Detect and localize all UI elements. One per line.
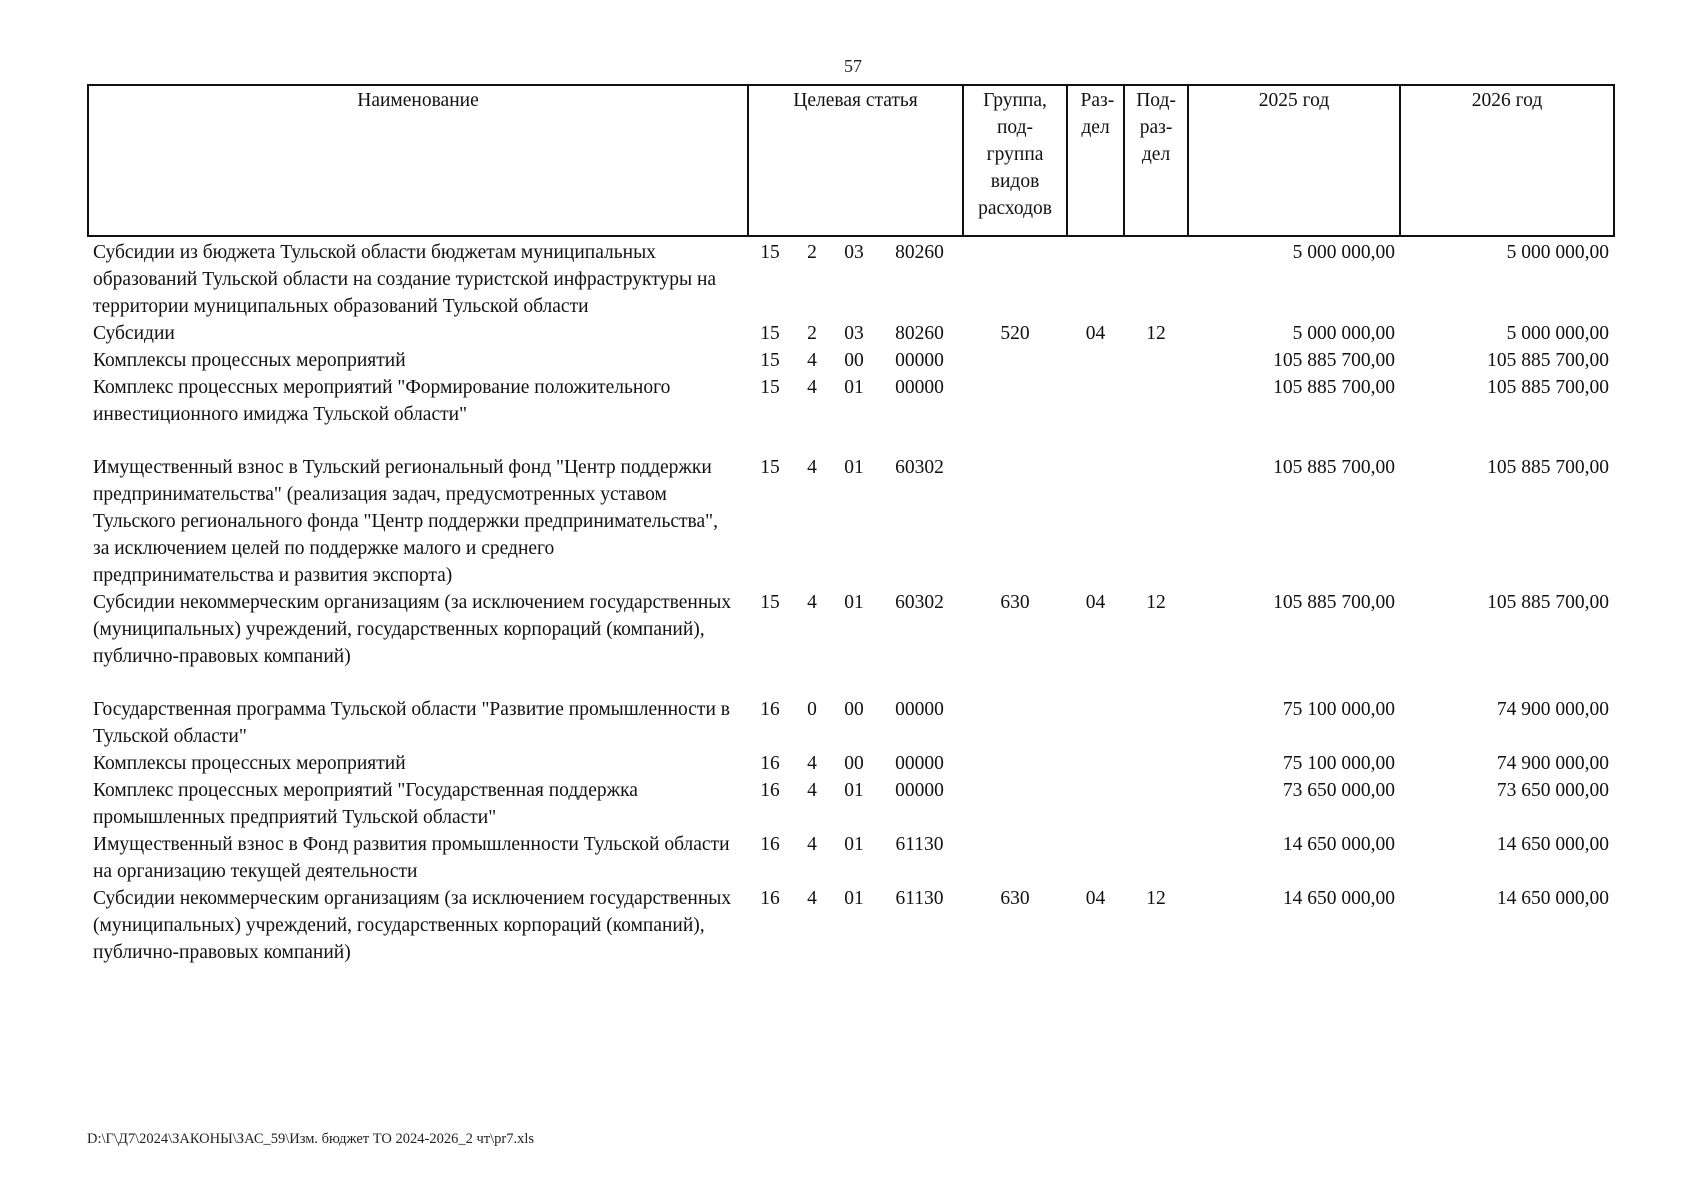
row-code-program: 15 bbox=[760, 323, 780, 344]
row-code-subprogram: 2 bbox=[807, 242, 817, 263]
row-code-event: 00 bbox=[844, 753, 864, 774]
budget-table-container bbox=[87, 84, 1613, 966]
row-subsection: 12 bbox=[1146, 323, 1166, 344]
row-name: Комплексы процессных мероприятий bbox=[93, 350, 406, 371]
row-expense-group: 630 bbox=[1000, 592, 1030, 613]
row-code-subprogram: 4 bbox=[807, 592, 817, 613]
row-subsection bbox=[1124, 454, 1188, 589]
row-code-event: 01 bbox=[844, 780, 864, 801]
row-name: Комплекс процессных мероприятий "Государственная поддержка промышленных предприятий Тульской области" bbox=[93, 780, 638, 828]
file-path-footer: D:\Г\Д7\2024\ЗАКОНЫ\ЗАС_59\Изм. бюджет ТО 2024-2026_2 чт\pr7.xls bbox=[87, 1131, 535, 1147]
row-amount-2026: 105 885 700,00 bbox=[1487, 377, 1610, 398]
row-subsection: 12 bbox=[1146, 592, 1166, 613]
table-row bbox=[88, 374, 1614, 454]
row-name: Субсидии bbox=[93, 323, 175, 344]
row-code-direction: 00000 bbox=[895, 377, 944, 398]
row-amount-2025: 75 100 000,00 bbox=[1282, 699, 1396, 720]
row-expense-group bbox=[963, 236, 1067, 320]
header-year-2025: 2025 год bbox=[1188, 85, 1400, 236]
row-amount-2026: 105 885 700,00 bbox=[1487, 350, 1610, 371]
row-code-direction: 61130 bbox=[895, 834, 944, 855]
row-expense-group bbox=[963, 696, 1067, 750]
row-code-direction: 00000 bbox=[895, 699, 944, 720]
row-code-program: 16 bbox=[760, 780, 780, 801]
row-code-program: 15 bbox=[760, 377, 780, 398]
row-code-subprogram: 4 bbox=[807, 753, 817, 774]
table-row bbox=[88, 454, 1614, 589]
row-name: Государственная программа Тульской области "Развитие промышленности в Тульской области" bbox=[93, 699, 730, 747]
row-code-event: 01 bbox=[844, 888, 864, 909]
row-section: 04 bbox=[1085, 592, 1106, 613]
row-code-direction: 80260 bbox=[895, 323, 944, 344]
row-code-direction: 61130 bbox=[895, 888, 944, 909]
header-year-2026: 2026 год bbox=[1400, 85, 1614, 236]
row-subsection bbox=[1124, 347, 1188, 374]
row-amount-2026: 5 000 000,00 bbox=[1506, 242, 1610, 263]
row-name: Комплексы процессных мероприятий bbox=[93, 753, 406, 774]
row-section bbox=[1067, 454, 1124, 589]
table-row bbox=[88, 831, 1614, 885]
row-subsection bbox=[1124, 696, 1188, 750]
row-code-program: 16 bbox=[760, 753, 780, 774]
row-code-event: 01 bbox=[844, 377, 864, 398]
row-amount-2025: 5 000 000,00 bbox=[1292, 323, 1396, 344]
row-expense-group: 630 bbox=[1000, 888, 1030, 909]
row-amount-2025: 75 100 000,00 bbox=[1282, 753, 1396, 774]
header-subsection-label: Под-раз-дел bbox=[1136, 90, 1176, 165]
row-amount-2026: 105 885 700,00 bbox=[1487, 457, 1610, 478]
header-name: Наименование bbox=[88, 85, 748, 236]
row-amount-2025: 105 885 700,00 bbox=[1273, 592, 1396, 613]
row-section bbox=[1067, 831, 1124, 885]
row-amount-2025: 14 650 000,00 bbox=[1282, 834, 1396, 855]
page-number: 57 bbox=[844, 56, 862, 76]
row-amount-2025: 105 885 700,00 bbox=[1273, 377, 1396, 398]
row-code-event: 03 bbox=[844, 242, 864, 263]
table-row bbox=[88, 750, 1614, 777]
row-section: 04 bbox=[1085, 888, 1106, 909]
row-expense-group: 520 bbox=[1000, 323, 1030, 344]
row-code-program: 15 bbox=[760, 592, 780, 613]
row-expense-group bbox=[963, 777, 1067, 831]
row-subsection bbox=[1124, 236, 1188, 320]
row-code-subprogram: 2 bbox=[807, 323, 817, 344]
row-subsection: 12 bbox=[1146, 888, 1166, 909]
row-code-event: 01 bbox=[844, 592, 864, 613]
header-target-article: Целевая статья bbox=[748, 85, 963, 236]
row-section bbox=[1067, 696, 1124, 750]
header-section-label: Раз-дел bbox=[1080, 90, 1115, 138]
row-section bbox=[1067, 777, 1124, 831]
row-code-direction: 00000 bbox=[895, 350, 944, 371]
row-amount-2026: 73 650 000,00 bbox=[1496, 780, 1610, 801]
row-expense-group bbox=[963, 347, 1067, 374]
budget-table bbox=[87, 84, 1615, 966]
row-amount-2025: 105 885 700,00 bbox=[1273, 457, 1396, 478]
row-code-program: 16 bbox=[760, 834, 780, 855]
row-amount-2026: 74 900 000,00 bbox=[1496, 699, 1610, 720]
row-subsection bbox=[1124, 831, 1188, 885]
row-code-subprogram: 0 bbox=[807, 699, 817, 720]
row-name: Комплекс процессных мероприятий "Формирование положительного инвестиционного имиджа Тульской области" bbox=[93, 377, 671, 425]
table-row bbox=[88, 777, 1614, 831]
row-expense-group bbox=[963, 750, 1067, 777]
row-name: Субсидии некоммерческим организациям (за исключением государственных (муниципальных) учреждений, государственных корпораций (компаний), публично-правовых компаний) bbox=[93, 592, 732, 667]
row-amount-2025: 105 885 700,00 bbox=[1273, 350, 1396, 371]
table-row bbox=[88, 236, 1614, 320]
row-code-subprogram: 4 bbox=[807, 457, 817, 478]
row-name: Имущественный взнос в Тульский региональный фонд "Центр поддержки предпринимательства" (реализация задач, предусмотренных уставом Тульского регионального фонда "Центр поддержки предпринимательства", за исключением целей по поддержке малого и среднего предпринимательства и развития экспорта) bbox=[93, 457, 718, 586]
row-code-program: 16 bbox=[760, 888, 780, 909]
header-subsection bbox=[1124, 85, 1188, 236]
table-row bbox=[88, 696, 1614, 750]
table-header-row bbox=[88, 85, 1614, 236]
row-amount-2026: 14 650 000,00 bbox=[1496, 888, 1610, 909]
row-amount-2025: 73 650 000,00 bbox=[1282, 780, 1396, 801]
row-code-direction: 60302 bbox=[895, 592, 944, 613]
row-code-program: 15 bbox=[760, 457, 780, 478]
row-section bbox=[1067, 347, 1124, 374]
row-code-event: 03 bbox=[844, 323, 864, 344]
row-code-subprogram: 4 bbox=[807, 377, 817, 398]
row-code-subprogram: 4 bbox=[807, 888, 817, 909]
row-name: Имущественный взнос в Фонд развития промышленности Тульской области на организацию текущей деятельности bbox=[93, 834, 730, 882]
row-code-program: 15 bbox=[760, 350, 780, 371]
header-expense-group-label: Группа, под-группа видов расходов bbox=[978, 90, 1052, 219]
row-amount-2026: 105 885 700,00 bbox=[1487, 592, 1610, 613]
row-amount-2025: 14 650 000,00 bbox=[1282, 888, 1396, 909]
row-code-direction: 00000 bbox=[895, 753, 944, 774]
row-expense-group bbox=[963, 374, 1067, 454]
table-row bbox=[88, 589, 1614, 696]
row-name: Субсидии некоммерческим организациям (за исключением государственных (муниципальных) учреждений, государственных корпораций (компаний), публично-правовых компаний) bbox=[93, 888, 732, 963]
row-code-event: 00 bbox=[844, 350, 864, 371]
row-code-direction: 00000 bbox=[895, 780, 944, 801]
row-subsection bbox=[1124, 750, 1188, 777]
row-amount-2026: 14 650 000,00 bbox=[1496, 834, 1610, 855]
row-section bbox=[1067, 750, 1124, 777]
row-code-program: 15 bbox=[760, 242, 780, 263]
row-section bbox=[1067, 374, 1124, 454]
row-subsection bbox=[1124, 374, 1188, 454]
row-code-direction: 60302 bbox=[895, 457, 944, 478]
row-amount-2026: 5 000 000,00 bbox=[1506, 323, 1610, 344]
row-code-subprogram: 4 bbox=[807, 780, 817, 801]
row-subsection bbox=[1124, 777, 1188, 831]
row-code-event: 01 bbox=[844, 834, 864, 855]
row-expense-group bbox=[963, 831, 1067, 885]
row-code-subprogram: 4 bbox=[807, 834, 817, 855]
row-code-program: 16 bbox=[760, 699, 780, 720]
row-section bbox=[1067, 236, 1124, 320]
row-code-direction: 80260 bbox=[895, 242, 944, 263]
row-name: Субсидии из бюджета Тульской области бюджетам муниципальных образований Тульской области на создание туристской инфраструктуры на территории муниципальных образований Тульской области bbox=[93, 242, 717, 317]
table-row bbox=[88, 347, 1614, 374]
row-code-event: 01 bbox=[844, 457, 864, 478]
row-amount-2026: 74 900 000,00 bbox=[1496, 753, 1610, 774]
row-section: 04 bbox=[1085, 323, 1106, 344]
row-amount-2025: 5 000 000,00 bbox=[1292, 242, 1396, 263]
row-code-subprogram: 4 bbox=[807, 350, 817, 371]
table-row bbox=[88, 320, 1614, 347]
header-expense-group bbox=[963, 85, 1067, 236]
header-section bbox=[1067, 85, 1124, 236]
row-expense-group bbox=[963, 454, 1067, 589]
row-code-event: 00 bbox=[844, 699, 864, 720]
table-row bbox=[88, 885, 1614, 966]
